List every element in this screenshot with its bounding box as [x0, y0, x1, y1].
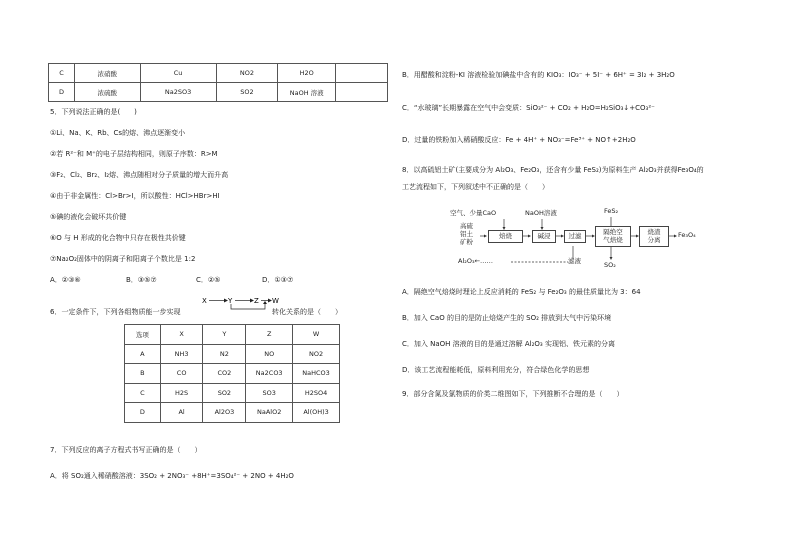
- q5-option-d[interactable]: D．①③⑦: [262, 276, 294, 284]
- raw-ore-label: 高硫 铝土 矿粉: [460, 222, 473, 247]
- table-cell: H2O: [278, 64, 336, 83]
- q7-option-a[interactable]: A．将 SO₂通入稀硝酸溶液：3SO₂ + 2NO₃⁻ +8H⁺=3SO₄²⁻ + 2NO + 4H₂O: [50, 472, 294, 480]
- q6-stem-end: 转化关系的是（ ）: [272, 308, 342, 316]
- table-cell: NaAlO2: [246, 403, 293, 423]
- product-al2o3: Al₂O₃←……: [458, 257, 494, 265]
- q7-stem: 7．下列反应的离子方程式书写正确的是（ ）: [50, 446, 202, 454]
- q7-option-d[interactable]: D．过量的铁粉加入稀硝酸反应：Fe + 4H⁺ + NO₃⁻=Fe³⁺ + NO↑+2H₂O: [402, 136, 636, 144]
- table-cell: NO2: [216, 64, 278, 83]
- q5-stem: 5．下列说法正确的是( ): [50, 108, 137, 116]
- table-cell: Al2O3: [203, 403, 246, 423]
- q6-stem-start: 6．一定条件下，下列各组物质能一步实现: [50, 308, 181, 316]
- table-header-cell: W: [293, 325, 340, 345]
- table-cell: H2SO4: [293, 383, 340, 403]
- q8-option-b[interactable]: B．加入 CaO 的目的是防止焙烧产生的 SO₂ 排放到大气中污染环境: [402, 314, 612, 322]
- table-cell: SO2: [203, 383, 246, 403]
- table-cell: Na2CO3: [246, 364, 293, 384]
- q8-option-a[interactable]: A．隔绝空气焙烧时理论上反应消耗的 FeS₂ 与 Fe₂O₃ 的最佳质量比为 3：64: [402, 288, 641, 296]
- filter-step: 过滤: [564, 230, 586, 243]
- q5-item: ①Li、Na、K、Rb、Cs的熔、沸点逐渐变小: [50, 129, 186, 137]
- table-cell: Al(OH)3: [293, 403, 340, 423]
- q6-table: [124, 324, 340, 423]
- table-cell: C: [125, 383, 161, 403]
- q8-option-d[interactable]: D．该工艺流程能耗低，原料利用充分，符合绿色化学的思想: [402, 366, 590, 374]
- diagram-y: Y: [228, 297, 233, 305]
- input-fes2: FeS₂: [604, 207, 619, 215]
- q5-item: ⑥O 与 H 形成的化合物中只存在极性共价键: [50, 234, 186, 242]
- isolated-roast-step: 隔绝空 气焙烧: [595, 226, 631, 247]
- q5-item: ⑦Na₂O₂固体中的阴离子和阳离子个数比是 1:2: [50, 255, 196, 263]
- table-cell: H2S: [160, 383, 203, 403]
- q8-stem-line2: 工艺流程如下，下列叙述中不正确的是（ ）: [402, 183, 549, 191]
- table-cell: Cu: [140, 64, 216, 83]
- q9-stem: 9．部分含氮及氯物质的价类二维图如下，下列推断不合理的是（ ）: [402, 390, 624, 398]
- table-cell: B: [125, 364, 161, 384]
- table-cell: 浓硫酸: [74, 83, 140, 102]
- table-row: [49, 83, 388, 102]
- diagram-w: W: [272, 297, 279, 305]
- reagent-table: [48, 63, 388, 102]
- leach-step: 碱浸: [532, 230, 556, 243]
- process-flowchart: [450, 204, 700, 276]
- table-header-cell: 选项: [125, 325, 161, 345]
- q5-option-a[interactable]: A．②③⑥: [50, 276, 81, 284]
- table-row: [125, 383, 340, 403]
- q8-stem-line1: 8．以高硫铝土矿(主要成分为 Al₂O₃、Fe₂O₃，还含有少量 FeS₂)为原料生产 Al₂O₃并获得Fe₃O₄的: [402, 166, 704, 174]
- table-header-row: [125, 325, 340, 345]
- table-cell: N2: [203, 344, 246, 364]
- table-header-cell: X: [160, 325, 203, 345]
- q7-option-b[interactable]: B．用醋酸和淀粉-KI 溶液检验加碘盐中含有的 KIO₃：IO₃⁻ + 5I⁻ + 6H⁺ = 3I₂ + 3H₂O: [402, 71, 675, 79]
- table-cell: D: [49, 83, 75, 102]
- table-cell: SO3: [246, 383, 293, 403]
- product-fe3o4: Fe₃O₄: [678, 231, 696, 239]
- q5-option-b[interactable]: B．③⑤⑦: [126, 276, 157, 284]
- diagram-x: X: [202, 297, 207, 305]
- table-cell: C: [49, 64, 75, 83]
- table-cell: SO2: [216, 83, 278, 102]
- input-naoh: NaOH溶液: [525, 209, 557, 217]
- table-row: [125, 344, 340, 364]
- q7-option-c[interactable]: C．“水玻璃”长期暴露在空气中会变质：SiO₃²⁻ + CO₂ + H₂O=H₂SiO₃↓+CO₃²⁻: [402, 104, 655, 112]
- table-cell: NaHCO3: [293, 364, 340, 384]
- q5-item: ②若 R²⁻和 M⁺的电子层结构相同，则原子序数：R>M: [50, 150, 218, 158]
- table-cell-empty: [336, 83, 388, 102]
- table-cell: CO2: [203, 364, 246, 384]
- q5-item: ⑤碘的液化会破坏共价键: [50, 213, 127, 221]
- table-cell-empty: [336, 64, 388, 83]
- table-cell: NaOH 溶液: [278, 83, 336, 102]
- table-cell: NH3: [160, 344, 203, 364]
- diagram-z: Z: [254, 297, 259, 305]
- q5-item: ③F₂、Cl₂、Br₂、I₂熔、沸点随相对分子质量的增大而升高: [50, 171, 229, 179]
- table-cell: A: [125, 344, 161, 364]
- table-row: [125, 403, 340, 423]
- slag-separation-step: 烧渣 分离: [639, 226, 669, 247]
- table-header-cell: Z: [246, 325, 293, 345]
- input-air-cao: 空气、少量CaO: [450, 209, 497, 217]
- table-row: [125, 364, 340, 384]
- roast-step: 焙烧: [488, 230, 523, 243]
- table-cell: CO: [160, 364, 203, 384]
- table-cell: Na2SO3: [140, 83, 216, 102]
- transformation-diagram: [198, 292, 278, 314]
- filtrate-label: 滤液: [568, 257, 581, 265]
- q5-item: ④由于非金属性：Cl>Br>I，所以酸性：HCl>HBr>HI: [50, 192, 220, 200]
- table-row: [49, 64, 388, 83]
- table-cell: Al: [160, 403, 203, 423]
- q5-option-c[interactable]: C．②⑤: [196, 276, 221, 284]
- table-cell: 浓硝酸: [74, 64, 140, 83]
- table-cell: NO: [246, 344, 293, 364]
- q8-option-c[interactable]: C．加入 NaOH 溶液的目的是通过溶解 Al₂O₃ 实现铝、铁元素的分离: [402, 340, 615, 348]
- so2-output: SO₂: [604, 261, 616, 269]
- table-cell: NO2: [293, 344, 340, 364]
- table-header-cell: Y: [203, 325, 246, 345]
- table-cell: D: [125, 403, 161, 423]
